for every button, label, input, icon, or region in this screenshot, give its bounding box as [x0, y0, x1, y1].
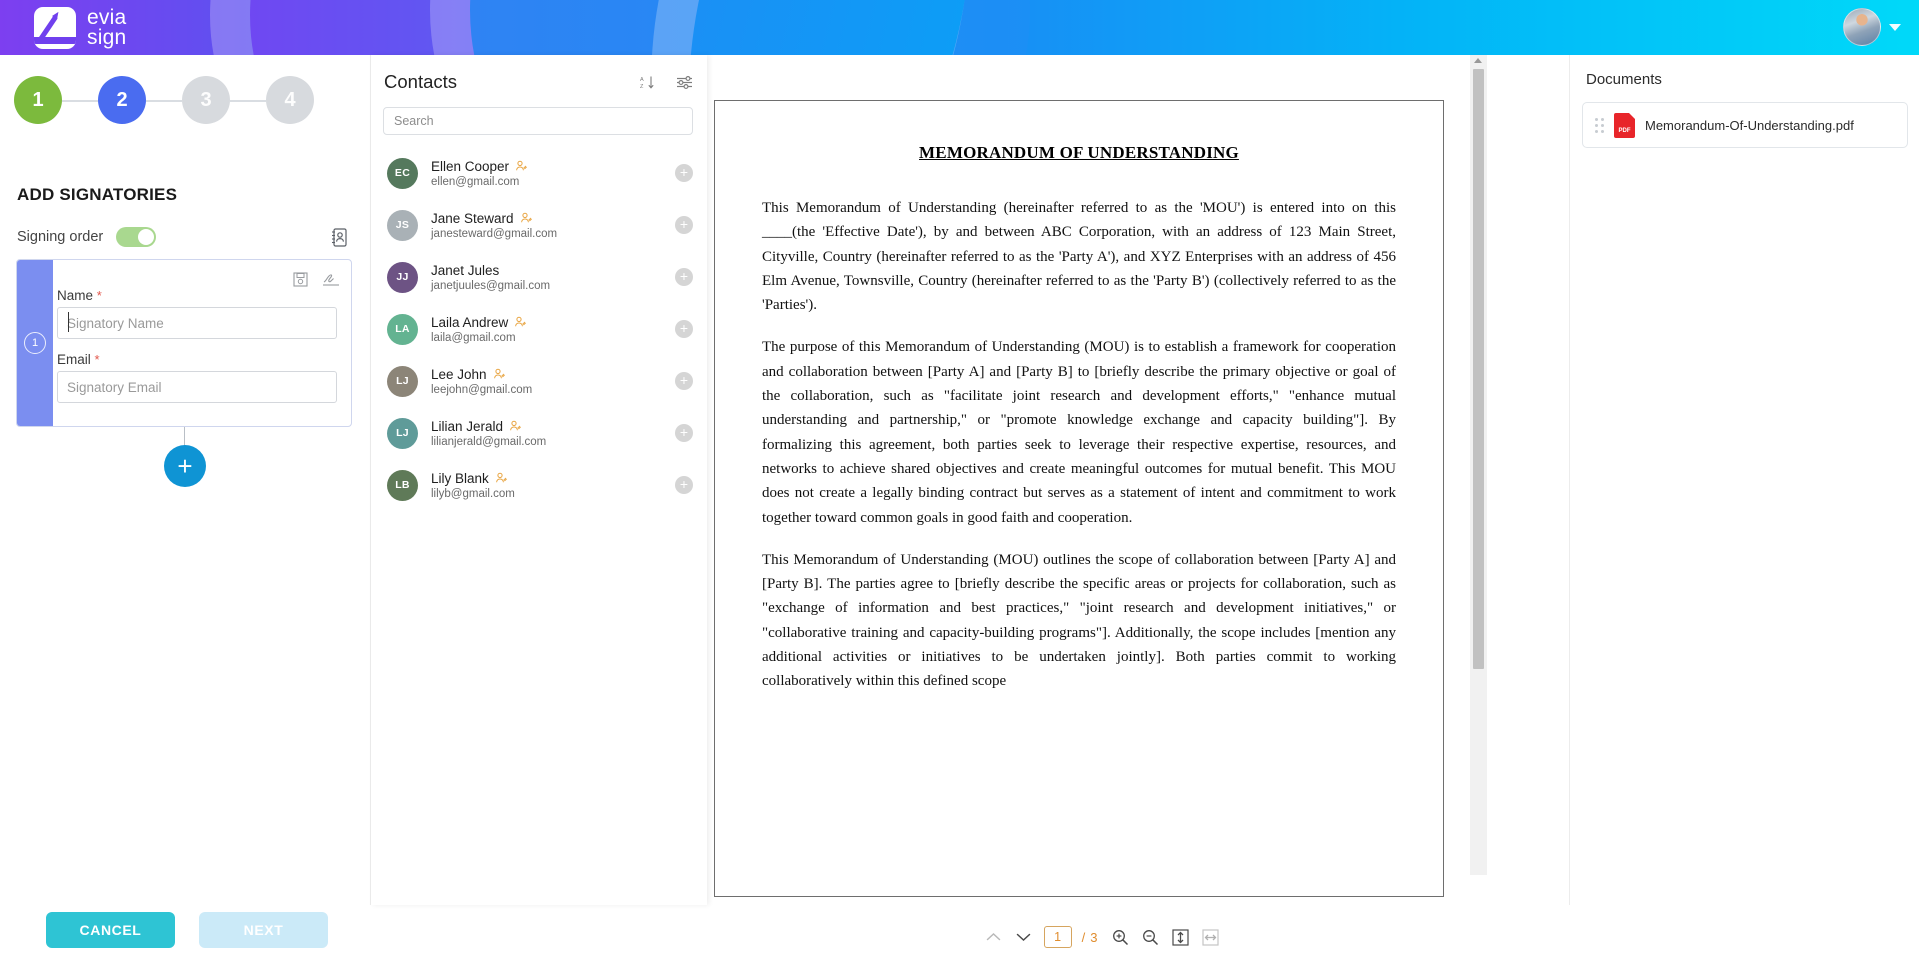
pdf-file-icon: [1614, 113, 1635, 138]
brand-line-2: sign: [87, 26, 127, 49]
fit-page-width-button[interactable]: [1195, 922, 1225, 952]
contact-list-item[interactable]: [371, 407, 707, 459]
fit-page-height-button[interactable]: [1165, 922, 1195, 952]
sort-button[interactable]: [640, 75, 655, 95]
add-contact-button[interactable]: +: [675, 476, 693, 494]
contact-avatar: JJ: [387, 262, 418, 293]
document-title: MEMORANDUM OF UNDERSTANDING: [919, 143, 1239, 162]
previous-page-button[interactable]: [979, 922, 1009, 952]
signer-person-icon: [514, 316, 526, 328]
address-book-icon: [331, 228, 348, 247]
email-required-mark: *: [94, 352, 100, 367]
signer-person-icon: [495, 472, 507, 484]
contacts-panel-tools: [640, 75, 693, 95]
brand-name: [87, 8, 126, 47]
contact-list-item[interactable]: [371, 303, 707, 355]
signatory-name-input[interactable]: [57, 307, 337, 339]
signature-button[interactable]: [322, 272, 340, 292]
stepper-step-4[interactable]: 4: [266, 76, 314, 124]
signatory-card-actions: [293, 272, 340, 292]
avatar[interactable]: [1843, 8, 1881, 46]
contact-name: Laila Andrew: [431, 314, 509, 330]
next-page-button[interactable]: [1009, 922, 1039, 952]
add-contact-button[interactable]: +: [675, 268, 693, 286]
contact-avatar: JS: [387, 210, 418, 241]
contact-name-line: [431, 211, 675, 226]
stepper-connector: [230, 100, 266, 102]
contact-email: laila@gmail.com: [431, 331, 516, 344]
contact-email: lilyb@gmail.com: [431, 487, 515, 500]
app-header: [0, 0, 1919, 55]
signatory-order-number: 1: [24, 332, 46, 354]
brand-logo[interactable]: [34, 7, 126, 49]
filter-sliders-icon: [676, 75, 693, 90]
contact-email: leejohn@gmail.com: [431, 383, 533, 396]
add-signatory-button[interactable]: +: [164, 445, 206, 487]
contact-info: [431, 263, 675, 292]
signature-pen-icon: [322, 272, 340, 287]
signing-order-label: Signing order: [17, 229, 104, 245]
document-file-name: Memorandum-Of-Understanding.pdf: [1645, 117, 1854, 133]
document-page: [714, 100, 1444, 897]
signing-order-row: [17, 227, 156, 247]
address-book-button[interactable]: [325, 223, 353, 251]
stepper-step-2[interactable]: 2: [98, 76, 146, 124]
zoom-in-icon: [1112, 929, 1129, 946]
contact-name-line: [431, 367, 675, 382]
zoom-out-button[interactable]: [1135, 922, 1165, 952]
signer-person-icon: [520, 212, 532, 224]
add-contact-button[interactable]: +: [675, 164, 693, 182]
document-viewer: [707, 55, 1569, 945]
signatory-order-strip: [17, 260, 53, 426]
signatory-email-input[interactable]: [57, 371, 337, 403]
next-button[interactable]: NEXT: [199, 912, 328, 948]
user-menu[interactable]: [1843, 8, 1901, 46]
add-contact-button[interactable]: +: [675, 320, 693, 338]
fit-page-height-icon: [1172, 929, 1189, 946]
document-list-item[interactable]: [1582, 102, 1908, 148]
document-paragraph: This Memorandum of Understanding (MOU) outlines the scope of collaboration between [Party A] and [Party B]. The parties agree to [briefly describe the specific areas or projects for collaboration, such as "exchange of information and best practices," "joint research and development initiatives," or "collaborative training and capacity-building programs"]. Additionally, the scope includes [mention any additional activities or initiatives to be undertaken jointly]. Both parties commit to working collaboratively within this defined scope: [762, 551, 1396, 690]
fit-page-width-icon: [1202, 929, 1219, 946]
contact-list-item[interactable]: [371, 459, 707, 511]
contact-info: [431, 159, 675, 188]
left-panel: [0, 55, 371, 938]
contact-list-item[interactable]: [371, 355, 707, 407]
contact-info: [431, 367, 675, 396]
chevron-up-icon: [986, 932, 1001, 942]
contact-name-line: [431, 419, 675, 434]
chevron-down-icon: [1016, 932, 1031, 942]
contact-avatar: LJ: [387, 418, 418, 449]
contact-info: [431, 211, 675, 240]
contact-name: Lee John: [431, 366, 487, 382]
add-contact-button[interactable]: +: [675, 424, 693, 442]
add-contact-button[interactable]: +: [675, 216, 693, 234]
add-contact-button[interactable]: +: [675, 372, 693, 390]
name-label-text: Name: [57, 288, 94, 303]
email-label-text: Email: [57, 352, 91, 367]
contact-avatar: LA: [387, 314, 418, 345]
sort-alpha-icon: [640, 75, 655, 90]
name-field-label: [57, 288, 102, 303]
contact-email: janesteward@gmail.com: [431, 227, 558, 240]
svg-text:Z: Z: [640, 84, 644, 90]
zoom-out-icon: [1142, 929, 1159, 946]
footer-actions: [46, 912, 328, 948]
contact-avatar: LB: [387, 470, 418, 501]
contacts-list: [371, 147, 707, 511]
page-title: ADD SIGNATORIES: [17, 185, 178, 204]
contact-name-line: [431, 263, 675, 278]
document-paragraph: This Memorandum of Understanding (hereinafter referred to as the 'MOU') is entered into on this ____(the 'Effective Date'), by and between ABC Corporation, with an address of 123 Main Street, Cityville, Country (hereinafter referred to as the 'Party A'), and XYZ Enterprises with an address of 456 Elm Avenue, Townsville, Country (hereinafter referred to as the 'Party B') (collectively referred to as the 'Parties').: [762, 200, 1396, 314]
contact-avatar: EC: [387, 158, 418, 189]
contacts-panel: [371, 55, 707, 905]
save-button[interactable]: [293, 272, 308, 292]
contact-name-line: [431, 315, 675, 330]
scrollbar-thumb[interactable]: [1473, 69, 1484, 669]
document-scrollbar[interactable]: [1470, 55, 1487, 875]
search-input[interactable]: [383, 107, 693, 135]
pdf-toolbar: [707, 920, 1497, 954]
pen-icon: [39, 15, 58, 40]
contacts-panel-title: Contacts: [384, 71, 458, 92]
contact-info: [431, 419, 675, 448]
signer-person-icon: [509, 420, 521, 432]
contact-email: lilianjerald@gmail.com: [431, 435, 547, 448]
signer-person-icon: [493, 368, 505, 380]
chevron-down-icon[interactable]: [1889, 24, 1901, 31]
contact-list-item[interactable]: [371, 251, 707, 303]
contact-email: ellen@gmail.com: [431, 175, 520, 188]
text-caret: [68, 312, 69, 332]
signing-order-toggle[interactable]: [116, 227, 156, 247]
evia-sign-logo-icon: [34, 7, 76, 49]
contact-avatar: LJ: [387, 366, 418, 397]
contact-info: [431, 315, 675, 344]
stepper-step-1[interactable]: 1: [14, 76, 62, 124]
contact-name: Ellen Cooper: [431, 158, 510, 174]
contact-name: Jane Steward: [431, 210, 514, 226]
page-separator: /: [1081, 929, 1086, 945]
contact-name: Lilian Jerald: [431, 418, 504, 434]
contact-info: [431, 471, 675, 500]
brand-line-1: evia: [87, 6, 127, 30]
stepper-connector: [146, 100, 182, 102]
scroll-up-arrow-icon[interactable]: [1474, 58, 1482, 63]
cancel-button[interactable]: CANCEL: [46, 912, 175, 948]
zoom-in-button[interactable]: [1105, 922, 1135, 952]
save-icon: [293, 272, 308, 287]
contact-email: janetjuules@gmail.com: [431, 279, 551, 292]
page-number-input[interactable]: [1044, 926, 1072, 948]
signer-person-icon: [515, 160, 527, 172]
documents-panel-title: Documents: [1586, 71, 1662, 88]
filter-button[interactable]: [676, 75, 693, 95]
email-field-label: [57, 352, 100, 367]
document-paragraph: The purpose of this Memorandum of Understanding (MOU) is to establish a framework for cooperation and collaboration between [Party A] and [Party B] to [briefly describe the primary objective or goal of the collaboration, such as "facilitate joint research and development efforts," "enhance mutual understanding and partnership," or "promote knowledge exchange and capacity building"]. By formalizing this agreement, both parties seek to leverage their respective expertise, resources, and networks to achieve shared objectives and create meaningful outcomes for mutual benefit. This MOU does not create a legally binding contract but serves as a statement of intent and commitment to work together toward common goals in good faith and cooperation.: [762, 339, 1396, 526]
documents-panel: [1569, 55, 1919, 905]
contact-name-line: [431, 471, 675, 486]
contact-list-item[interactable]: [371, 199, 707, 251]
contact-name: Janet Jules: [431, 262, 500, 278]
contact-name: Lily Blank: [431, 470, 489, 486]
stepper-connector: [62, 100, 98, 102]
contact-name-line: [431, 159, 675, 174]
name-required-mark: *: [96, 288, 102, 303]
stepper-step-3[interactable]: 3: [182, 76, 230, 124]
svg-text:A: A: [640, 77, 644, 83]
page-total: 3: [1090, 929, 1098, 945]
drag-handle-icon[interactable]: [1595, 118, 1604, 133]
contact-list-item[interactable]: [371, 147, 707, 199]
stepper: [14, 76, 364, 124]
